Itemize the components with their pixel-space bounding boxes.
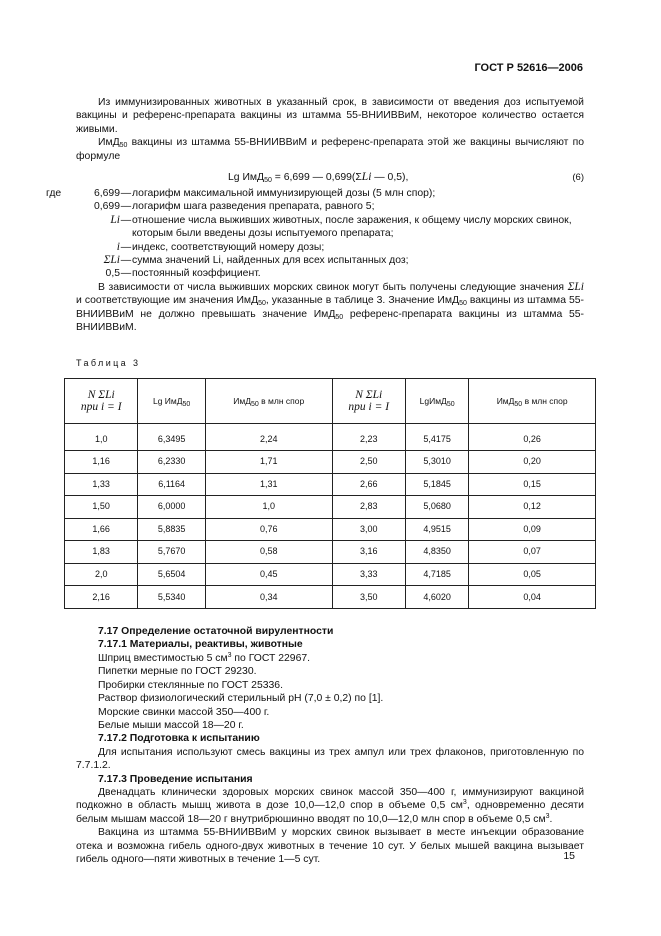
p3-t4: , указанные в таблице 3. Значение ИмД xyxy=(265,295,460,307)
legend-prefix: где xyxy=(46,188,62,200)
material-item xyxy=(76,719,584,732)
legend-text: отношение числа выживших животных, после заражения, к общему числу морских свинок, которым были введены дозы испытуемого препарата; xyxy=(132,214,572,240)
section-7-17 xyxy=(76,625,584,866)
table-row xyxy=(65,473,596,496)
header-lg-imd50-2 xyxy=(405,378,468,423)
table-cell: 1,33 xyxy=(65,473,138,496)
material-text: Шприц вместимостью 5 см xyxy=(98,652,228,664)
header-sub: 50 xyxy=(182,400,191,408)
formula-part-a: Lg ИмД xyxy=(228,172,265,184)
header-text: в млн спор xyxy=(522,395,568,406)
header-text: ИмД xyxy=(233,395,251,406)
table-cell: 0,76 xyxy=(205,518,332,541)
intro-paragraph-2 xyxy=(76,136,584,163)
table-row xyxy=(65,563,596,586)
legend-dash: — xyxy=(120,241,132,253)
table-row xyxy=(65,496,596,519)
legend-symbol: 6,699 xyxy=(93,188,120,200)
table-cell: 0,26 xyxy=(469,423,596,450)
table-cell: 0,34 xyxy=(205,586,332,609)
table-header-row xyxy=(65,378,596,423)
header-sub: 50 xyxy=(514,400,523,408)
imd-label: ИмД xyxy=(98,137,120,149)
legend-text: логарифм шага разведения препарата, равного 5; xyxy=(132,201,375,213)
s3-sup: 3 xyxy=(462,799,467,807)
material-text: Морские свинки массой 350—400 г. xyxy=(98,706,270,718)
imd-subscript: 50 xyxy=(119,142,128,150)
header-sub: 50 xyxy=(250,400,259,408)
table-cell: 3,33 xyxy=(332,563,405,586)
formula-part-b: = 6,699 — 0,699(Σ xyxy=(271,172,362,184)
table-cell: 5,7670 xyxy=(138,541,206,564)
section-title: 7.17 Определение остаточной вирулентности xyxy=(98,626,334,638)
legend-text: сумма значений Li, найденных для всех испытанных доз; xyxy=(132,255,409,267)
p3-sub1: 50 xyxy=(258,300,266,308)
s3-text-b: , одновременно десяти белым мышам массой 18—20 г внутрибрюшинно вводят по 10,0—12,0 млн спор в объеме 0,5 см xyxy=(76,800,584,825)
subsection-7-17-2-text: Для испытания используют смесь вакцины из трех ампул или трех флаконов, приготовленную по 7.7.1.2. xyxy=(76,746,584,772)
table-cell: 1,71 xyxy=(205,450,332,473)
header-n-sum-li-2 xyxy=(332,378,405,423)
p3-t3: и соответствующие им значения ИмД xyxy=(76,295,259,307)
header-text: в млн спор xyxy=(258,395,305,406)
page-number: 15 xyxy=(563,850,575,862)
header-text: N ΣLi xyxy=(87,388,115,401)
legend-dash: — xyxy=(120,201,132,213)
table-cell: 5,4175 xyxy=(405,423,468,450)
legend-symbol: ΣLi xyxy=(103,254,120,267)
table-cell: 0,05 xyxy=(469,563,596,586)
legend-symbol-cell xyxy=(46,187,120,200)
legend-symbol: 0,5 xyxy=(105,268,120,280)
formula-6 xyxy=(76,167,584,187)
formula-subscript: 50 xyxy=(264,177,272,185)
material-item xyxy=(76,692,584,705)
table-cell: 0,09 xyxy=(469,518,596,541)
formula-number: (6) xyxy=(572,172,584,184)
p3-sub3: 50 xyxy=(335,313,344,321)
material-text: Пипетки мерные по ГОСТ 29230. xyxy=(98,666,257,678)
table-cell: 2,83 xyxy=(332,496,405,519)
table-cell: 0,20 xyxy=(469,450,596,473)
legend-symbol-cell xyxy=(76,214,120,241)
materials-list xyxy=(76,652,584,732)
table-cell: 4,8350 xyxy=(405,541,468,564)
subsection-7-17-3-paragraph-2: Вакцина из штамма 55-ВНИИВВиМ у морских свинок вызывает в месте инъекции образование отека и возможна гибель одного-двух животных в течение 10 сут. У белых мышей вакцина вызывает гибель одного—пяти животных в течение 1—5 сут. xyxy=(76,827,584,865)
header-lg-imd50 xyxy=(138,378,206,423)
table-cell: 2,16 xyxy=(65,586,138,609)
s3-text-a: Двенадцать клинически здоровых морских свинок массой 350—400 г, иммунизируют вакциной подкожно в область мышц живота в дозе 10,0—12,0 спор в объеме 0,5 см xyxy=(76,786,584,812)
table-cell: 2,0 xyxy=(65,563,138,586)
table-body xyxy=(65,423,596,608)
table-cell: 4,7185 xyxy=(405,563,468,586)
legend-dash: — xyxy=(120,255,132,267)
p3-sub2: 50 xyxy=(459,300,467,308)
legend-text: логарифм максимальной иммунизирующей дозы (5 млн спор); xyxy=(132,188,436,200)
table-cell: 4,9515 xyxy=(405,518,468,541)
table-cell: 5,8835 xyxy=(138,518,206,541)
formula-legend xyxy=(46,187,584,281)
material-text: Пробирки стеклянные по ГОСТ 25336. xyxy=(98,679,283,691)
table-cell: 0,45 xyxy=(205,563,332,586)
table-cell: 3,16 xyxy=(332,541,405,564)
table-cell: 6,3495 xyxy=(138,423,206,450)
table-row xyxy=(65,518,596,541)
subsection-7-17-3-paragraph-1 xyxy=(76,786,584,826)
header-text: N ΣLi xyxy=(355,388,383,401)
legend-symbol-cell xyxy=(76,267,120,280)
table-cell: 2,66 xyxy=(332,473,405,496)
p3-t5: вакцины из штамма 55-ВНИИВВиМ не должно превышать значение ИмД xyxy=(76,295,585,320)
header-text: при i = I xyxy=(80,400,122,413)
legend-symbol-cell xyxy=(76,254,120,267)
legend-dash: — xyxy=(120,268,132,280)
table-cell: 1,0 xyxy=(205,496,332,519)
table-cell: 5,1845 xyxy=(405,473,468,496)
table-3 xyxy=(64,378,596,609)
table-cell: 5,0680 xyxy=(405,496,468,519)
table-cell: 5,6504 xyxy=(138,563,206,586)
table-row xyxy=(65,586,596,609)
table-cell: 4,6020 xyxy=(405,586,468,609)
header-imd50-mln xyxy=(205,378,332,423)
formula-part-li: Li xyxy=(361,171,372,184)
table-cell: 0,12 xyxy=(469,496,596,519)
header-text: ИмД xyxy=(496,395,515,406)
intro-paragraph-2-text: вакцины из штамма 55-ВНИИВВиМ и референс-препарата этой же вакцины вычисляют по формуле xyxy=(76,137,584,162)
table-cell: 5,3010 xyxy=(405,450,468,473)
formula-expression xyxy=(228,171,408,184)
table-cell: 3,50 xyxy=(332,586,405,609)
table-row xyxy=(65,423,596,450)
table-row xyxy=(65,541,596,564)
s3-sup: 3 xyxy=(545,812,550,820)
header-imd50-mln-2 xyxy=(469,378,596,423)
table-cell: 3,00 xyxy=(332,518,405,541)
table-cell: 1,0 xyxy=(65,423,138,450)
material-sup: 3 xyxy=(227,651,232,659)
subsection-7-17-2-title: 7.17.2 Подготовка к испытанию xyxy=(98,733,260,745)
subsection-7-17-3-title: 7.17.3 Проведение испытания xyxy=(98,773,253,785)
intro-paragraph-1: Из иммунизированных животных в указанный срок, в зависимости от введения доз испытуемой вакцины и референс-препарата вакцины из штамма 55-ВНИИВВиМ, некоторое количество остается живыми. xyxy=(76,97,584,135)
p3-t6: референс-препарата вакцины из штамма 55-ВНИИВВиМ. xyxy=(76,308,584,334)
table-cell: 1,16 xyxy=(65,450,138,473)
table-cell: 2,50 xyxy=(332,450,405,473)
material-item xyxy=(76,652,584,665)
document-header: ГОСТ Р 52616—2006 xyxy=(474,62,583,74)
table-cell: 0,58 xyxy=(205,541,332,564)
table-row xyxy=(65,450,596,473)
formula-part-d: — 0,5), xyxy=(371,172,409,184)
paragraph-3 xyxy=(76,281,584,335)
table-cell: 6,0000 xyxy=(138,496,206,519)
subsection-7-17-1-title: 7.17.1 Материалы, реактивы, животные xyxy=(98,639,303,651)
material-text: Белые мыши массой 18—20 г. xyxy=(98,719,244,731)
legend-symbol: Li xyxy=(110,213,120,226)
p3-sum-li: ΣLi xyxy=(567,280,584,293)
material-item xyxy=(76,706,584,719)
legend-symbol: i xyxy=(116,240,120,253)
page-content xyxy=(46,96,585,866)
legend-text: постоянный коэффициент. xyxy=(132,268,261,280)
material-text: Раствор физиологический стерильный pH (7,0 ± 0,2) по [1]. xyxy=(98,693,384,705)
material-item xyxy=(76,679,584,692)
table-caption: Таблица 3 xyxy=(76,357,141,368)
legend-dash: — xyxy=(120,214,132,226)
legend-symbol-cell xyxy=(76,200,120,213)
material-text-post: по ГОСТ 22967. xyxy=(231,652,311,664)
table-cell: 0,15 xyxy=(469,473,596,496)
header-text: при i = I xyxy=(348,400,390,413)
table-cell: 2,23 xyxy=(332,423,405,450)
header-text: Lg ИмД xyxy=(152,395,183,406)
legend-symbol-cell xyxy=(76,241,120,254)
table-cell: 0,07 xyxy=(469,541,596,564)
table-cell: 5,5340 xyxy=(138,586,206,609)
legend-symbol: 0,699 xyxy=(93,201,120,213)
table-cell: 1,66 xyxy=(65,518,138,541)
material-item xyxy=(76,665,584,678)
header-text: LgИмД xyxy=(419,395,447,406)
p3-t1: В зависимости от числа выживших морских свинок могут быть получены следующие значения xyxy=(98,281,568,293)
table-cell: 1,31 xyxy=(205,473,332,496)
s3-text-c: . xyxy=(549,813,553,825)
table-cell: 2,24 xyxy=(205,423,332,450)
legend-dash: — xyxy=(120,188,132,200)
table-cell: 6,2330 xyxy=(138,450,206,473)
table-cell: 1,83 xyxy=(65,541,138,564)
header-n-sum-li xyxy=(65,378,138,423)
table-cell: 1,50 xyxy=(65,496,138,519)
header-sub: 50 xyxy=(446,400,455,408)
table-cell: 0,04 xyxy=(469,586,596,609)
table-cell: 6,1164 xyxy=(138,473,206,496)
legend-text: индекс, соответствующий номеру дозы; xyxy=(132,241,325,253)
